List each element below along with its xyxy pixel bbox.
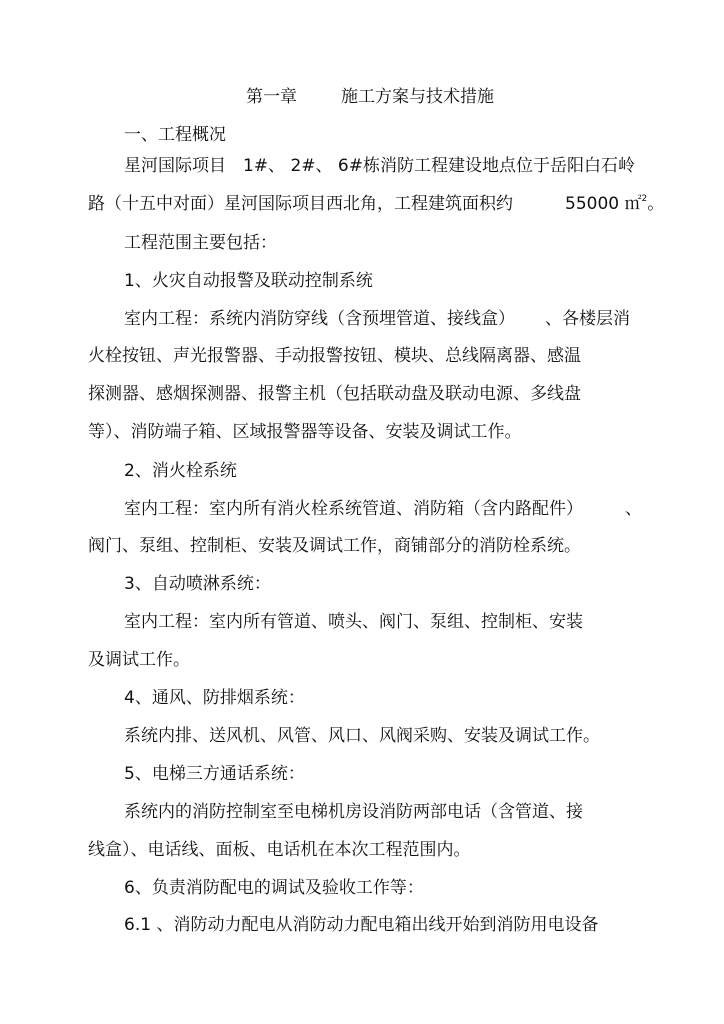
chapter-title: 施工方案与技术措施 — [341, 87, 494, 107]
area-value: 55000 ㎡ — [565, 194, 642, 214]
paragraph-line: 6.1 、消防动力配电从消防动力配电箱出线开始到消防用电设备 — [124, 915, 599, 935]
paragraph-line: 线盒）、电话线、面板、电话机在本次工程范围内。 — [88, 840, 471, 860]
paragraph-line: 探测器、感烟探测器、报警主机（包括联动盘及联动电源、多线盘 — [88, 384, 581, 404]
paragraph-text: 。 — [647, 194, 665, 214]
paragraph-line: 火栓按钮、声光报警器、手动报警按钮、模块、总线隔离器、感温 — [88, 346, 581, 366]
chapter-number: 第一章 — [246, 87, 297, 107]
section-heading: 一、工程概况 — [124, 125, 226, 145]
paragraph-line: 工程范围主要包括： — [124, 233, 277, 253]
chapter-heading — [246, 87, 494, 107]
paragraph-line: 系统内排、送风机、风管、风口、风阀采购、安装及调试工作。 — [124, 726, 600, 746]
paragraph-line: 星河国际项目 1#、 2#、 6#栋消防工程建设地点位于岳阳白石岭 — [124, 156, 635, 176]
area-superscript: 2 — [641, 194, 648, 204]
paragraph-text: 、各楼层消 — [545, 309, 630, 329]
paragraph-line — [124, 309, 630, 329]
paragraph-text: 室内工程：室内所有消火栓系统管道、消防箱（含内路配件） — [124, 499, 583, 519]
paragraph-line: 及调试工作。 — [88, 650, 190, 670]
paragraph-text: 、 — [625, 499, 642, 519]
item-heading: 3、自动喷淋系统： — [124, 574, 271, 594]
item-heading: 1、火灾自动报警及联动控制系统 — [124, 271, 373, 291]
item-heading: 2、消火栓系统 — [124, 461, 237, 481]
paragraph-text: 路（十五中对面）星河国际项目西北角，工程建筑面积约 — [88, 194, 513, 214]
item-heading: 5、电梯三方通话系统： — [124, 764, 305, 784]
paragraph-line: 系统内的消防控制室至电梯机房设消防两部电话（含管道、接 — [124, 802, 583, 822]
paragraph-line — [88, 194, 664, 214]
paragraph-line: 等）、消防端子箱、区域报警器等设备、安装及调试工作。 — [88, 422, 522, 442]
paragraph-line — [124, 499, 642, 519]
paragraph-text: 室内工程：系统内消防穿线（含预埋管道、接线盒） — [124, 309, 515, 329]
paragraph-line: 阀门、泵组、控制柜、安装及调试工作，商铺部分的消防栓系统。 — [88, 536, 581, 556]
item-heading: 4、通风、防排烟系统： — [124, 688, 305, 708]
item-heading: 6、负责消防配电的调试及验收工作等： — [124, 878, 424, 898]
paragraph-line: 室内工程：室内所有管道、喷头、阀门、泵组、控制柜、安装 — [124, 612, 583, 632]
